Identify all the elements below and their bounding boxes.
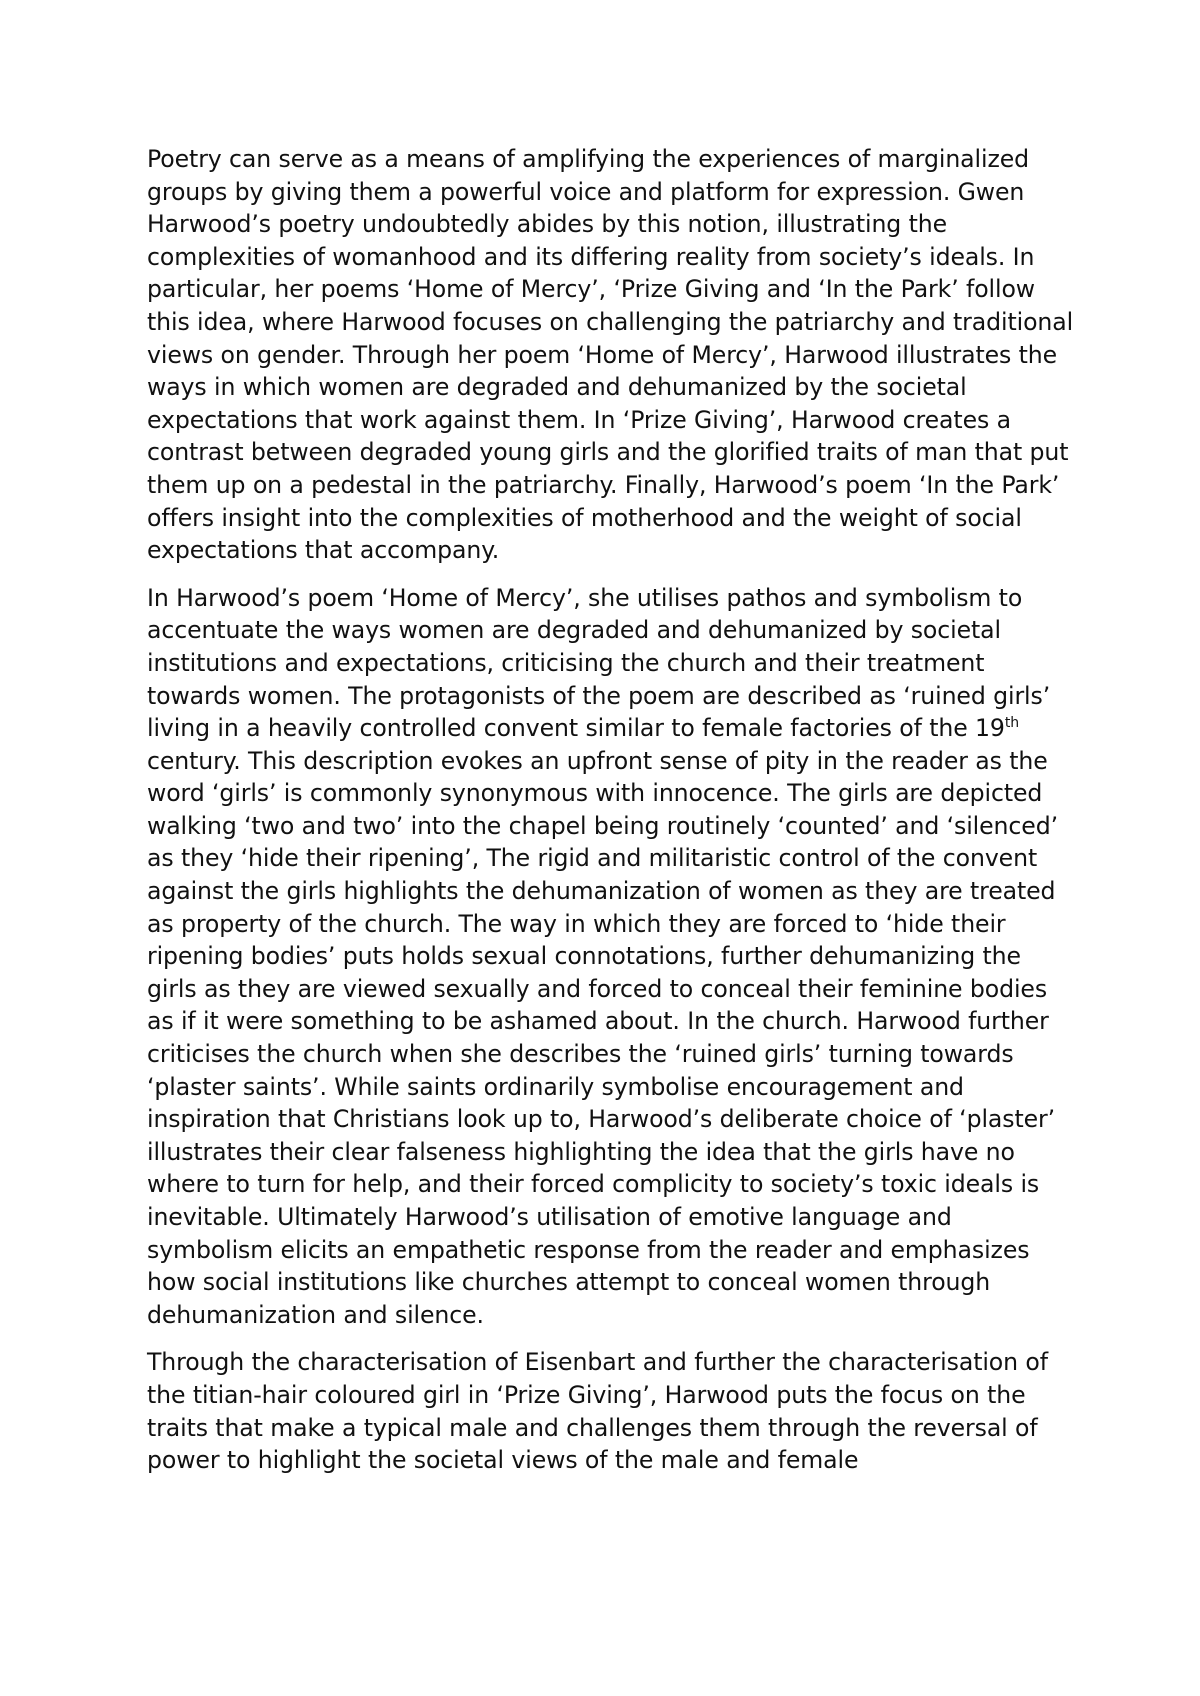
paragraph-home-of-mercy <box>147 582 1077 1332</box>
ordinal-superscript: th <box>1004 715 1020 732</box>
paragraph-introduction: Poetry can serve as a means of amplifying the experiences of marginalized groups by giving them a powerful voice and platform for expression. Gwen Harwood’s poetry undoubtedly abides by this notion, illustrating the complexities of womanhood and its differing reality from society’s ideals. In particular, her poems ‘Home of Mercy’, ‘Prize Giving and ‘In the Park’ follow this idea, where Harwood focuses on challenging the patriarchy and traditional views on gender. Through her poem ‘Home of Mercy’, Harwood illustrates the ways in which women are degraded and dehumanized by the societal expectations that work against them. In ‘Prize Giving’, Harwood creates a contrast between degraded young girls and the glorified traits of man that put them up on a pedestal in the patriarchy. Finally, Harwood’s poem ‘In the Park’ offers insight into the complexities of motherhood and the weight of social expectations that accompany. <box>147 145 1074 565</box>
document-body <box>147 143 1077 1492</box>
paragraph-text-segment: In Harwood’s poem ‘Home of Mercy’, she utilises pathos and symbolism to accentuate the ways women are degraded and dehumanized by societal institutions and expectations, criticising the church and their treatment towards women. The protagonists of the poem are described as ‘ruined girls’ living in a heavily controlled convent similar to female factories of the 19 <box>147 583 1051 743</box>
paragraph-text-segment: century. This description evokes an upfront sense of pity in the reader as the word ‘girls’ is commonly synonymous with innocence. The girls are depicted walking ‘two and two’ into the chapel being routinely ‘counted’ and ‘silenced’ as they ‘hide their ripening’, The rigid and militaristic control of the convent against the girls highlights the dehumanization of women as they are treated as property of the church. The way in which they are forced to ‘hide their ripening bodies’ puts holds sexual connotations, further dehumanizing the girls as they are viewed sexually and forced to conceal their feminine bodies as if it were something to be ashamed about. In the church. Harwood further criticises the church when she describes the ‘ruined girls’ turning towards ‘plaster saints’. While saints ordinarily symbolise encouragement and inspiration that Christians look up to, Harwood’s deliberate choice of ‘plaster’ illustrates their clear falseness highlighting the idea that the girls have no where to turn for help, and their forced complicity to society’s toxic ideals is inevitable. Ultimately Harwood’s utilisation of emotive language and symbolism elicits an empathetic response from the reader and emphasizes how social institutions like churches attempt to conceal women through dehumanization and silence. <box>147 746 1058 1329</box>
paragraph-prize-giving: Through the characterisation of Eisenbart and further the characterisation of the titian-hair coloured girl in ‘Prize Giving’, Harwood puts the focus on the traits that make a typical male and challenges them through the reversal of power to highlight the societal views of the male and female <box>147 1348 1048 1475</box>
